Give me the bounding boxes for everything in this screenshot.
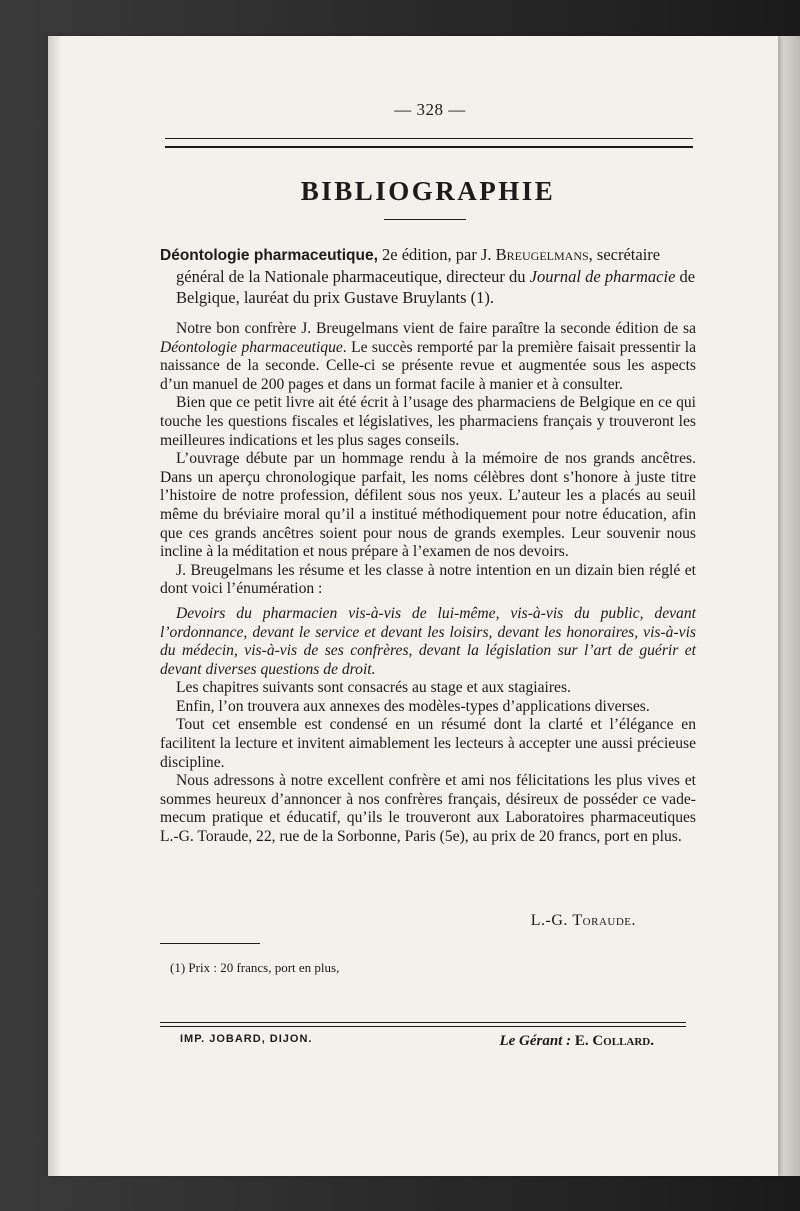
book-title: Déontologie pharmaceutique xyxy=(160,338,343,356)
paragraph-5: Les chapitres suivants sont consacrés au stage et aux stagiaires. xyxy=(176,679,571,697)
entry-line-1 xyxy=(160,244,696,266)
entry-edition: 2e édition, par J. xyxy=(377,245,496,264)
paragraph-1 xyxy=(160,320,696,394)
page-number: — 328 — xyxy=(394,100,466,119)
entry-journal: Journal de pharmacie xyxy=(529,267,676,286)
signature-initials: L.-G. xyxy=(530,912,573,929)
gerant-name: E. Collard. xyxy=(571,1033,654,1049)
heading-underline xyxy=(384,219,466,220)
gerant-label: Le Gérant : xyxy=(499,1033,572,1049)
paragraph-4: J. Breugelmans les résume et les classe à notre intention en un dizain bien réglé et dont voici l’énumération : xyxy=(160,561,696,598)
review-body xyxy=(160,320,696,847)
header-rule-thick xyxy=(165,146,693,148)
paragraph-7: Tout cet ensemble est condensé en un résumé dont la clarté et l’élégance en facilitent la lecture et invitent aimablement les lecteurs à accepter une aussi précieuse discipline. xyxy=(160,716,696,771)
header-rule-thin xyxy=(165,138,693,139)
footnote-rule xyxy=(160,943,260,944)
author-signature xyxy=(160,912,636,930)
paragraph-8: Nous adressons à notre excellent confrère et ami nos félicitations les plus vives et sommes heureux d’annoncer à nos confrères français, désireux de posséder ce vade-mecum pratique et éducatif, qu’ils le trouveront aux Laboratoires pharmaceutiques L.-G. Toraude, 22, rue de la Sorbonne, Paris (5e), au prix de 20 francs, port en plus. xyxy=(160,772,696,846)
bibliography-entry xyxy=(160,244,696,308)
paragraph-6: Enfin, l’on trouvera aux annexes des modèles-types d’applications diverses. xyxy=(176,697,650,715)
entry-line-2 xyxy=(160,266,696,308)
duties-list: Devoirs du pharmacien vis-à-vis de lui-même, vis-à-vis du public, devant l’ordonnance, devant le service et devant les loisirs, devant les honoraires, vis-à-vis du médecin, vis-à-vis de ses confrères, devant la législation sur l’art de guérir et devant diverses questions de droit. xyxy=(160,604,696,678)
footnote: (1) Prix : 20 francs, port en plus, xyxy=(170,960,340,975)
entry-affiliation: général de la Nationale pharmaceutique, directeur du xyxy=(176,267,530,286)
entry-title: Déontologie pharmaceutique, xyxy=(160,247,378,264)
signature-surname: Toraude. xyxy=(572,912,636,929)
paragraph-3: L’ouvrage débute par un hommage rendu à la mémoire de nos grands ancêtres. Dans un aperçu chronologique parfait, les noms célèbres dont s’honore à juste titre l’histoire de notre profession, défilent sous nos yeux. L’auteur les a placés au seuil même du bréviaire moral qu’il a institué méthodiquement pour notre éducation, afin que ces grands ancêtres soient pour nous de grands exemples. Leur souvenir nous incline à la méditation et nous prépare à l’examen de nos devoirs. xyxy=(160,450,696,561)
entry-author: Breugelmans xyxy=(495,245,589,264)
page-shadow xyxy=(48,36,62,1176)
p1-text: Notre bon confrère J. Breugelmans vient de faire paraître la seconde édition de sa xyxy=(176,320,696,337)
colophon-rule-lower xyxy=(160,1026,686,1027)
entry-award: de Belgique, lauréat du prix Gustave Bruylants (1). xyxy=(176,267,696,307)
entry-role: , secrétaire xyxy=(588,245,661,264)
section-heading: BIBLIOGRAPHIE xyxy=(300,176,556,206)
printer-imprint: IMP. JOBARD, DIJON. xyxy=(180,1033,313,1045)
publisher-manager xyxy=(440,1033,654,1050)
paragraph-2: Bien que ce petit livre ait été écrit à l’usage des pharmaciens de Belgique en ce qui touche les questions fiscales et législatives, les pharmaciens français y trouveront les meilleures indications et les plus sages conseils. xyxy=(160,394,696,449)
colophon-rule-upper xyxy=(160,1022,686,1023)
p1-text-end: . Le succès remporté par la première faisait pressentir la naissance de la seconde. Celle-ci se présente revue et augmentée sous les aspects d’un manuel de 200 pages et dans un format facile à manier et à consulter. xyxy=(160,338,696,393)
